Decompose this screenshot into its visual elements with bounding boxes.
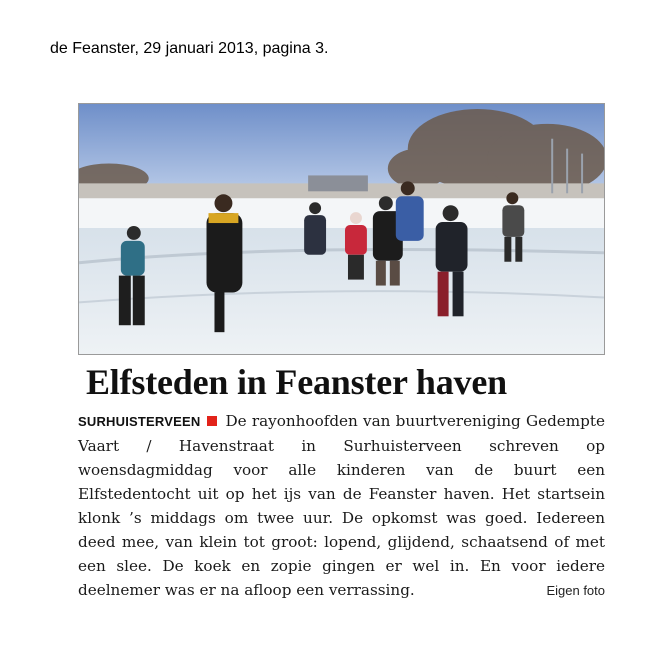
- source-citation: de Feanster, 29 januari 2013, pagina 3.: [50, 40, 329, 57]
- photo-credit: Eigen foto: [546, 583, 605, 598]
- ice-skating-photo: [79, 104, 604, 354]
- article-body: [78, 409, 605, 603]
- dateline: SURHUISTERVEEN: [78, 414, 201, 429]
- article-headline: Elfsteden in Feanster haven: [86, 362, 507, 402]
- article-photo: [78, 103, 605, 355]
- article-text: De rayonhoofden van buurtvereniging Gedempte Vaart / Havenstraat in Surhuisterveen schreven op woensdagmiddag voor alle kinderen van de buurt een Elfstedentocht uit op het ijs van de Feanster haven. Het startsein klonk ’s middags om twee uur. De opkomst was goed. Iedereen deed mee, van klein tot groot: lopend, glijdend, schaatsend of met een slee. De koek en zopie gingen er wel in. En voor iedere deelnemer was er na afloop een verrassing.: [78, 412, 605, 599]
- red-square-marker: [207, 416, 217, 426]
